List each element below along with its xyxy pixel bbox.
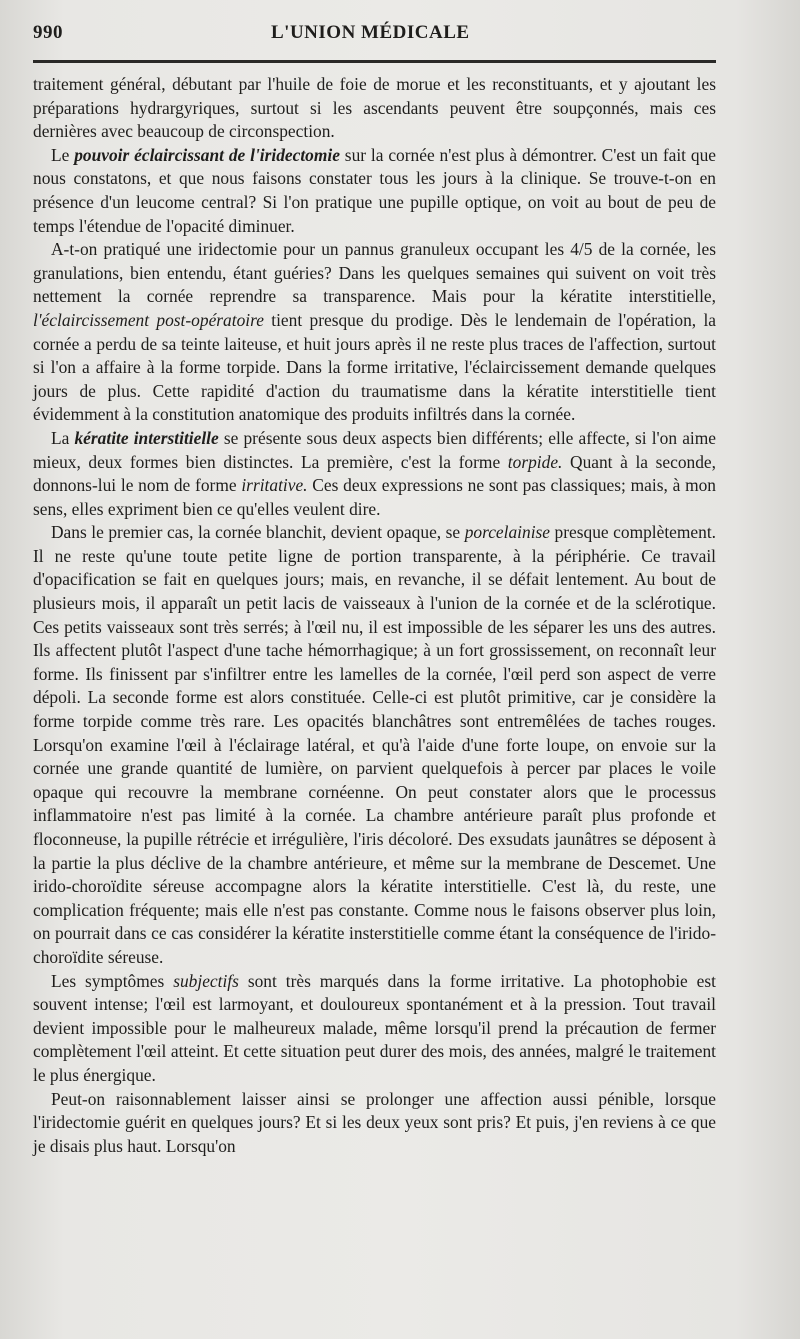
emphasis-text: pouvoir éclaircissant de l'iridectomie: [74, 144, 340, 165]
paragraph: [33, 73, 716, 144]
text-run: Le: [51, 144, 75, 165]
article-body: [33, 73, 716, 1158]
text-run: Dans le premier cas, la cornée blanchit, devient opaque, se: [51, 522, 465, 543]
paragraph: [33, 970, 716, 1088]
paragraph: [33, 1088, 716, 1159]
text-run: tient presque du prodige. Dès le lendemain de l'opération, la cornée a perdu de sa teinte laiteuse, et huit jours après il ne reste plus traces de l'affection, surtout si l'on a affaire à la forme torpide. Dans la forme irritative, l'éclaircissement demande quelques jours de plus. Cette rapidité d'action du traumatisme dans la kératite interstitielle tient évidemment à la constitution anatomique des produits infiltrés dans la cornée.: [33, 309, 716, 425]
italic-run: irritative.: [241, 475, 308, 496]
italic-run: l'éclaircissement post-opératoire: [33, 309, 264, 330]
text-run: Quant à la seconde, donnons-lui le nom de forme: [33, 451, 716, 496]
text-run: sur la cornée n'est plus à démontrer. C'est un fait que nous constatons, et que nous faisons constater tous les jours à la clinique. Se trouve-t-on en présence d'un leucome central? Si l'on pratique une pupille optique, on voit au bout de peu de temps l'étendue de l'opacité diminuer.: [33, 144, 716, 236]
bold-italic-run: [74, 145, 340, 165]
text-run: La: [51, 427, 75, 448]
emphasis-text: kératite interstitielle: [74, 427, 219, 448]
text-run: traitement général, débutant par l'huile de foie de morue et les reconstituants, et y ajoutant les préparations hydrargyriques, surtout si les ascendants peuvent être soupçonnés, mais ces dernières avec beaucoup de circonspection.: [33, 74, 716, 142]
text-run: Les symptômes: [51, 970, 174, 991]
running-title: L'UNION MÉDICALE: [271, 22, 470, 43]
text-run: Peut-on raisonnablement laisser ainsi se prolonger une affection aussi pénible, lorsque l'iridectomie guérit en quelques jours? Et si les deux yeux sont pris? Et puis, j'en reviens à ce que je disais plus haut. Lorsqu'on: [33, 1088, 716, 1156]
text-run: presque complètement. Il ne reste qu'une toute petite ligne de portion transparente, à la périphérie. Ce travail d'opacification se fait en quelques jours; mais, en revanche, il se défait lentement. Au bout de plusieurs mois, il apparaît un petit lacis de vaisseaux à l'union de la cornée et de la sclérotique. Ces petits vaisseaux sont très serrés; à l'œil nu, il est impossible de les séparer les uns des autres. Ils affectent plutôt l'aspect d'une tache hémorrhagique; à un fort grossissement, on reconnaît leur forme. Ils finissent par s'infiltrer entre les lamelles de la cornée, l'œil perd son aspect de verre dépoli. La seconde forme est alors constituée. Celle-ci est plutôt primitive, car je considère la forme torpide comme très rare. Les opacités blanchâtres sont entremêlées de taches rouges. Lorsqu'on examine l'œil à l'éclairage latéral, et qu'à l'aide d'une forte loupe, on envoie sur la cornée une grande quantité de lumière, on parvient quelquefois à percer par places le voile opaque qui recouvre la membrane cornéenne. On peut constater alors que le processus inflammatoire n'est pas limité à la cornée. La chambre antérieure paraît plus profonde et floconneuse, la pupille rétrécie et irrégulière, l'iris décoloré. Des exsudats jaunâtres se déposent à la partie la plus déclive de la chambre antérieure, et même sur la membrane de Descemet. Une irido-choroïdite séreuse accompagne alors la kératite interstitielle. C'est là, du reste, une complication fréquente; mais elle n'est pas constante. Comme nous le faisons observer plus loin, on pourrait dans ce cas considérer la kératite insterstitielle comme étant la conséquence de l'irido-choroïdite séreuse.: [33, 522, 717, 967]
header-rule: [33, 60, 716, 63]
italic-run: porcelainise: [464, 522, 551, 543]
italic-run: torpide.: [507, 451, 563, 472]
text-run: se présente sous deux aspects bien différents; elle affecte, si l'on aime mieux, deux formes bien distinctes. La première, c'est la forme: [33, 427, 716, 472]
text-run: A-t-on pratiqué une iridectomie pour un pannus granuleux occupant les 4/5 de la cornée, les granulations, bien entendu, étant guéries? Dans les quelques semaines qui suivent on voit très nettement la cornée reprendre sa transparence. Mais pour la kératite interstitielle,: [33, 239, 716, 307]
page-header: [33, 20, 716, 50]
page-number: 990: [33, 22, 63, 43]
bold-italic-run: [74, 428, 218, 448]
paragraph: [33, 144, 716, 238]
text-run: Ces deux expressions ne sont pas classiques; mais, à mon sens, elles expriment bien ce qu'elles veulent dire.: [33, 475, 717, 519]
paragraph: [33, 521, 716, 969]
paragraph: [33, 238, 716, 427]
text-run: sont très marqués dans la forme irritative. La photophobie est souvent intense; l'œil est larmoyant, et douloureux spontanément et à la pression. Tout travail devient impossible pour le malheureux malade, même lorsqu'il prend la précaution de fermer complètement l'œil atteint. Et cette situation peut durer des mois, des années, malgré le traitement le plus énergique.: [33, 970, 716, 1085]
paragraph: [33, 427, 716, 521]
italic-run: subjectifs: [173, 970, 239, 991]
